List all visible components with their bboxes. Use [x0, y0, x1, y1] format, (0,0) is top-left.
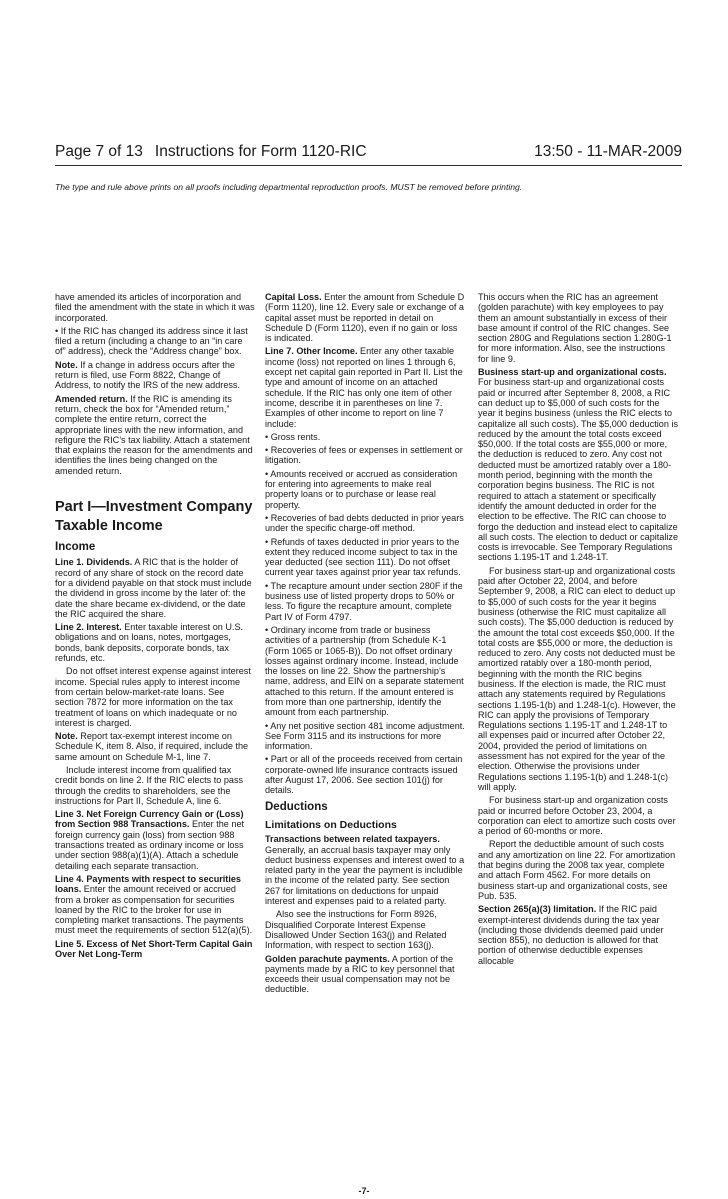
golden-parachute-paragraph: Golden parachute payments. A portion of the payments made by a RIC to key personnel that exceeds their usual compensation may not be deductible. [265, 953, 455, 995]
note-paragraph: Note. If a change in address occurs after the return is filed, use Form 8822, Change of Address, to notify the IRS of the new address. [55, 359, 241, 391]
paragraph: Include interest income from qualified tax credit bonds on line 2. If the RIC elects to pass through the credits to shareholders, see the instructions for Part II, Schedule A, line 6. [55, 764, 244, 806]
line5-paragraph: Line 5. Excess of Net Short-Term Capital Gain Over Net Long-Term [55, 938, 253, 960]
line2-paragraph: Line 2. Interest. Enter taxable interest on U.S. obligations and on loans, notes, mortgages, bonds, bank deposits, corporate bonds, tax refunds, etc. [55, 622, 244, 664]
paragraph: Also see the instructions for Form 8926, Disqualified Corporate Interest Expense Disallowed Under Section 163(j) and Related Information, with respect to section 163(j). [265, 909, 447, 951]
deductions-heading: Deductions [265, 800, 328, 813]
line4-paragraph: Line 4. Payments with respect to securities loans. Enter the amount received or accrued from a broker as compensation for securities loaned by the RIC to the broker for use in completing market transactions. The payments must meet the requirements of section 512(a)(5). [55, 873, 253, 936]
page-number: Page 7 of 13 [55, 143, 143, 160]
paragraph: For business start-up and organization costs paid or incurred before October 23, 2004, a corporation can elect to amortize such costs over a period of 60-months or more. [478, 795, 676, 837]
capital-loss-paragraph: Capital Loss. Enter the amount from Schedule D (Form 1120), line 12. Every sale or exchange of a capital asset must be reported in detail on Schedule D (Form 1120), even if no gain or loss is indicated. [265, 292, 465, 344]
limitations-heading: Limitations on Deductions [265, 818, 397, 831]
note-paragraph: Note. Report tax-exempt interest income on Schedule K, item 8. Also, if required, include the same amount on Schedule M-1, line 7. [55, 731, 249, 762]
paragraph: Do not offset interest expense against interest income. Special rules apply to interest income from certain below-market-rate loans. See section 7872 for more information on the tax treatment of loans on which inadequate or no interest is charged. [55, 666, 251, 728]
related-transactions-paragraph: Transactions between related taxpayers. Generally, an accrual basis taxpayer may only deduct business expenses and interest owed to a related party in the year the payment is includible in the income of the related party. See section 267 for limitations on deductions for unpaid interest and expenses paid to a related party. [265, 834, 465, 907]
line7-paragraph: Line 7. Other Income. Enter any other taxable income (loss) not reported on lines 1 through 6, except net capital gain reported in Part II. List the type and amount of income on an attached schedule. If the RIC has only one item of other income, describe it in parentheses on line 7. Examples of other income to report on line 7 include: [265, 346, 463, 429]
paragraph: For business start-up and organizational costs paid after October 22, 2004, and before September 9, 2008, a RIC can elect to deduct up to $5,000 of such costs for the year it begins business (otherwise the RIC must capitalize all such costs). The $5,000 deduction is reduced by the amount the total cost exceeds $50,000. If the total costs are $55,000 or more, the deduction is reduced to zero. Any costs not deducted must be amortized ratably over a 180-month period, beginning with the month the RIC begins business. If the election is made, the RIC must attach any statements required by Regulations sections 1.195-1(b) and 1.248-1(c). However, the RIC can apply the provisions of Temporary Regulations sections 1.195-1T and 1.248-1T to all expenses paid or incurred after October 22, 2004, provided the period of limitations on assessment has not expired for the year of the election. Otherwise the provisions under Regulations sections 1.195-1(b) and 1.248-1(c) will apply. [478, 565, 676, 792]
bullet-item: • Ordinary income from trade or business activities of a partnership (from Schedule K-1 (Form 1065 or 1065-B)). Do not offset ordinary losses against ordinary income. Instead, include the losses on line 22. Show the partnership’s name, address, and EIN on a separate statement attached to this return. If the amount entered is from more than one partnership, identify the amount from each partnership. [265, 624, 464, 718]
column-3 [478, 292, 678, 969]
bullet-item: • Gross rents. [265, 431, 321, 442]
paragraph: have amended its articles of incorporation and filed the amendment with the state in which it was incorporated. [55, 292, 255, 323]
bullet-item: • Part or all of the proceeds received from certain corporate-owned life insurance contracts issued after August 17, 2006. See section 101(j) for details. [265, 754, 463, 796]
timestamp: 13:50 - 11-MAR-2009 [534, 143, 682, 160]
bullet-item: • The recapture amount under section 280F if the business use of listed property drops to 50% or less. To figure the recapture amount, complete Part IV of Form 4797. [265, 580, 463, 622]
page-footer: -7- [358, 1186, 370, 1196]
paragraph: Report the deductible amount of such costs and any amortization on line 22. For amortization that begins during the 2008 tax year, complete and attach Form 4562. For more details on business start-up and organizational costs, see Pub. 535. [478, 839, 676, 901]
paragraph: This occurs when the RIC has an agreement (golden parachute) with key employees to pay them an amount substantially in excess of their base amount if control of the RIC changes. See section 280G and Regulations section 1.280G-1 for more information. Also, see the instructions for line 9. [478, 292, 672, 364]
column-2 [265, 292, 465, 998]
header-rule [55, 165, 682, 166]
section-265-paragraph: Section 265(a)(3) limitation. If the RIC paid exempt-interest dividends during the tax year (including those dividends deemed paid under section 855), no deduction is allowed for that portion of otherwise deductible expenses allocable [478, 904, 664, 966]
column-1 [55, 292, 255, 962]
bullet-item: • Recoveries of fees or expenses in settlement or litigation. [265, 445, 463, 466]
bullet-item: • Any net positive section 481 income adjustment. See Form 3115 and its instructions for more information. [265, 720, 465, 752]
part-heading: Part I—Investment Company Taxable Income [55, 499, 253, 535]
proof-notice: The type and rule above prints on all proofs including departmental reproduction proofs. MUST be removed before printing. [55, 182, 523, 192]
form-title: Instructions for Form 1120-RIC [154, 143, 367, 160]
bullet-item: • Recoveries of bad debts deducted in prior years under the specific charge-off method. [265, 512, 464, 534]
line1-paragraph: Line 1. Dividends. A RIC that is the holder of record of any share of stock on the record date for a dividend payable on that stock must include the dividend in gross income by the later of: the date the share became ex-dividend, or the date the RIC acquired the share. [55, 557, 252, 619]
amended-return-paragraph: Amended return. If the RIC is amending its return, check the box for “Amended return,” complete the entire return, correct the appropriate lines with the new information, and refigure the RIC’s tax liability. Attach a statement that explains the reason for the amendments and identifies the lines being changed on the amended return. [55, 393, 253, 476]
startup-costs-paragraph: Business start-up and organizational costs. For business start-up and organizational costs paid or incurred after September 8, 2008, a RIC can deduct up to $5,000 of such costs for the year it begins business (unless the RIC elects to capitalize all such costs). The $5,000 deduction is reduced by the amount the total costs exceed $50,000. If the total costs are $55,000 or more, the deduction is reduced to zero. Any cost not deducted must be amortized ratably over a 180-month period, beginning with the month the corporation begins business. The RIC is not required to attach a statement or specifically identify the amount deducted in order for the election to be effective. The RIC can choose to forgo the deduction and instead elect to capitalize all such costs. The election to deduct or capitalize costs is irrevocable. See Temporary Regulations sections 1.195-1T and 1.248-1T. [478, 367, 679, 563]
income-heading: Income [55, 541, 96, 554]
bullet-item: • Amounts received or accrued as consideration for entering into agreements to make real property loans or to purchase or lease real property. [265, 468, 458, 510]
bullet-item: • Refunds of taxes deducted in prior years to the extent they reduced income subject to tax in the year deducted (see section 111). Do not offset current year taxes against prior year tax refunds. [265, 536, 461, 578]
paragraph: • If the RIC has changed its address since it last filed a return (including a change to an “in care of” address), check the “Address change” box. [55, 325, 248, 357]
line3-paragraph: Line 3. Net Foreign Currency Gain or (Loss) from Section 988 Transactions. Enter the net foreign currency gain (loss) from section 988 transactions treated as ordinary income or loss under section 988(a)(1)(A). Attach a schedule detailing each separate transaction. [55, 809, 245, 871]
page-header [55, 143, 682, 161]
